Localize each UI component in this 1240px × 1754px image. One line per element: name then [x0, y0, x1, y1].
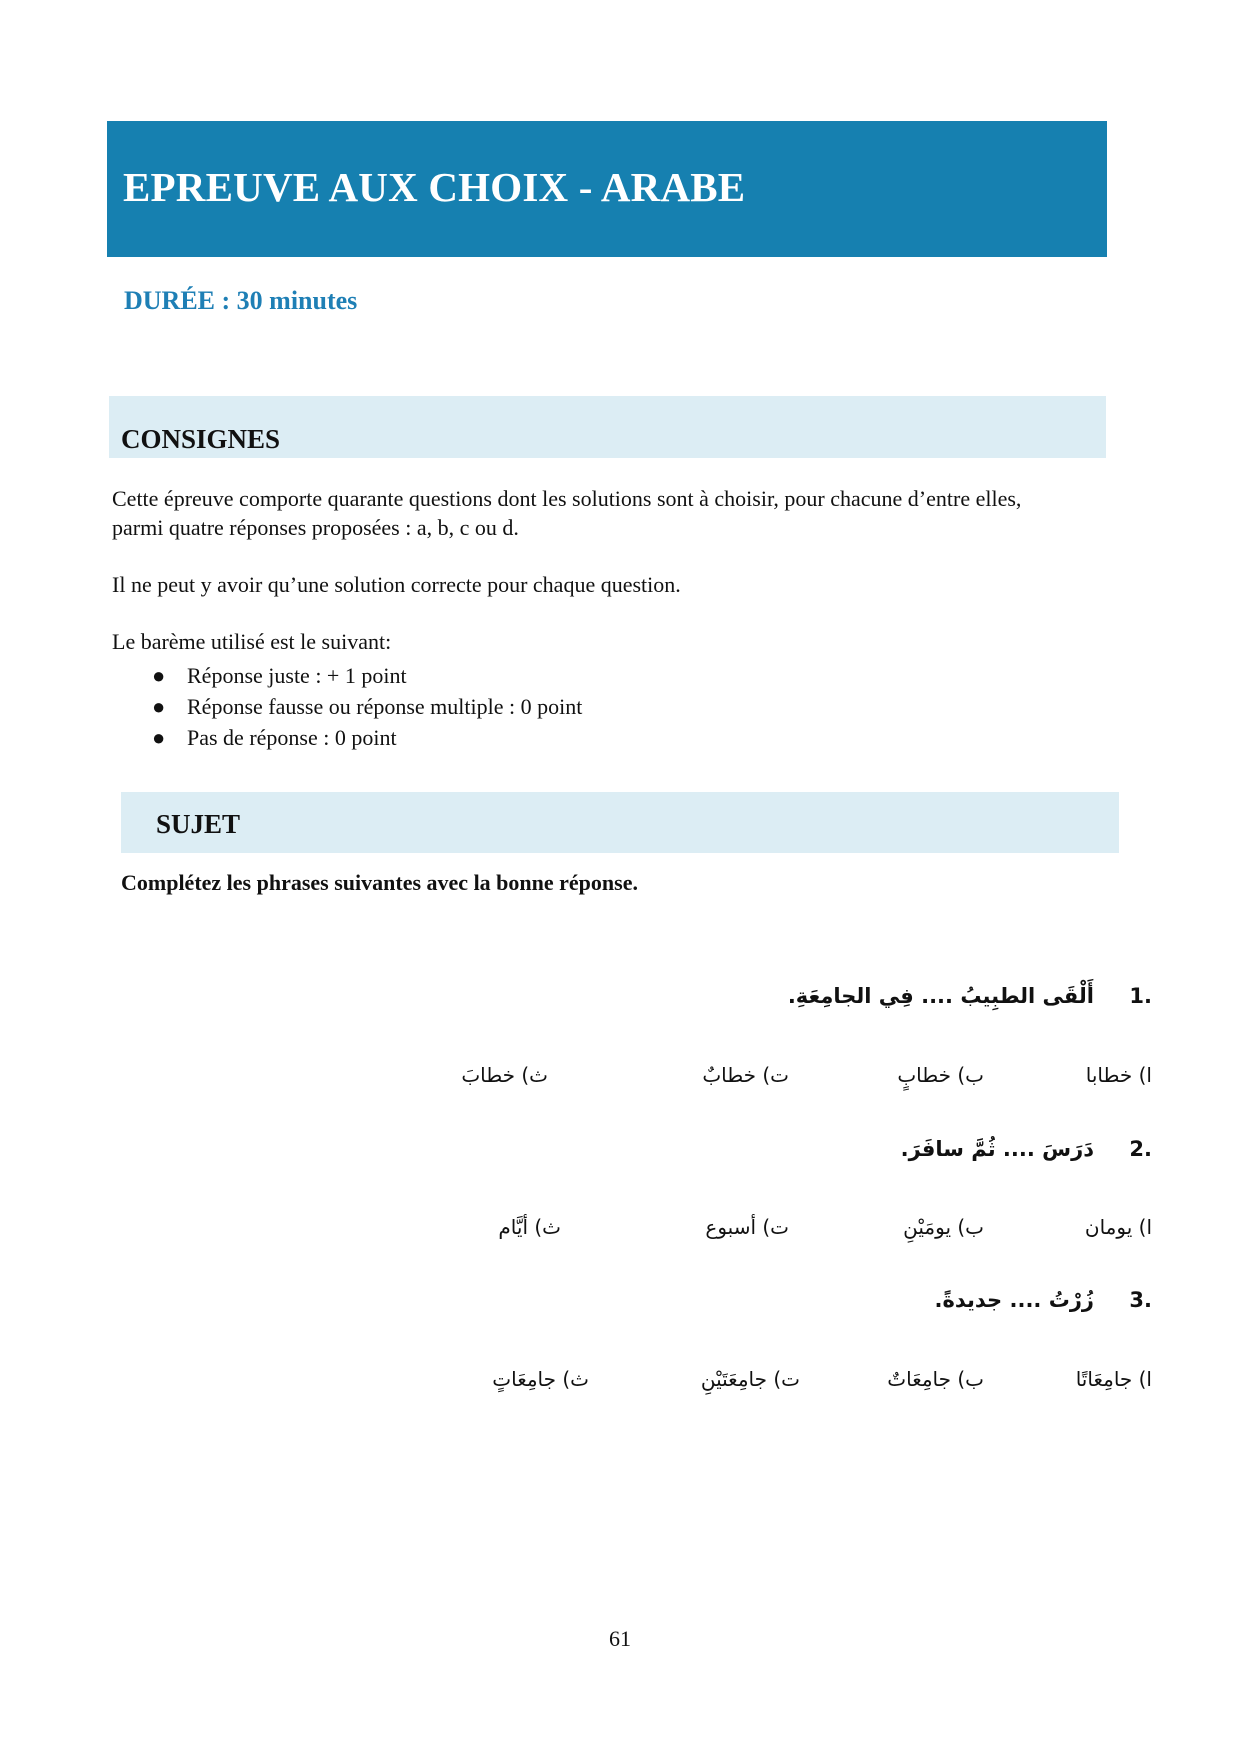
option-b[interactable]: ب) جامِعَاتٌ: [887, 1367, 984, 1391]
scoring-item-text: Pas de réponse : 0 point: [187, 725, 397, 750]
question-1: [788, 984, 1152, 1008]
list-item: [112, 722, 582, 753]
option-d[interactable]: ث) أيَّام: [498, 1215, 561, 1239]
list-item: [112, 660, 582, 691]
option-b[interactable]: ب) خطابٍ: [897, 1063, 984, 1087]
option-d[interactable]: ث) جامِعَاتٍ: [492, 1367, 589, 1391]
consignes-title: CONSIGNES: [121, 424, 281, 454]
consignes-paragraph-1-line-1: Cette épreuve comporte quarante questions dont les solutions sont à choisir, pour chacune d’entre elles,: [112, 486, 1022, 511]
instruction-text: Complétez les phrases suivantes avec la bonne réponse.: [121, 870, 638, 895]
consignes-paragraph-1: [112, 484, 1021, 542]
consignes-section-header: [109, 396, 1106, 458]
question-2: [901, 1137, 1152, 1161]
question-text: دَرَسَ .... ثُمَّ سافَرَ.: [900, 1137, 1094, 1161]
sujet-section-header: [121, 792, 1119, 853]
scoring-list: [112, 660, 582, 753]
consignes-paragraph-2: Il ne peut y avoir qu’une solution correcte pour chaque question.: [112, 572, 681, 597]
scoring-item-text: Réponse fausse ou réponse multiple : 0 point: [187, 694, 583, 719]
page-number: 61: [609, 1626, 631, 1651]
option-c[interactable]: ت) خطابٌ: [702, 1063, 789, 1087]
title-banner: [107, 121, 1107, 257]
consignes-paragraph-1-line-2: parmi quatre réponses proposées : a, b, c ou d.: [112, 515, 519, 540]
page-title: EPREUVE AUX CHOIX - ARABE: [123, 164, 746, 210]
list-item: [112, 691, 582, 722]
duration-label: DURÉE : 30 minutes: [124, 286, 358, 315]
question-text: أَلْقَى الطبِيبُ .... فِي الجامِعَةِ.: [787, 984, 1094, 1008]
option-a[interactable]: ا) خطابا: [1085, 1063, 1152, 1087]
question-3: [935, 1288, 1152, 1312]
scoring-item-text: Réponse juste : + 1 point: [187, 663, 407, 688]
bullet-icon: ●: [152, 663, 166, 688]
question-text: زُرْتُ .... جديدةً.: [934, 1288, 1094, 1312]
option-a[interactable]: ا) جامِعَاتًا: [1075, 1367, 1152, 1391]
option-c[interactable]: ت) جامِعَتَيْنِ: [700, 1367, 800, 1391]
bullet-icon: ●: [152, 725, 166, 750]
bullet-icon: ●: [152, 694, 166, 719]
option-b[interactable]: ب) يومَيْنِ: [903, 1215, 984, 1239]
question-number: 3.: [1129, 1288, 1152, 1312]
sujet-title: SUJET: [156, 809, 241, 839]
option-c[interactable]: ت) أسبوع: [705, 1215, 789, 1239]
question-number: 1.: [1129, 984, 1152, 1008]
option-a[interactable]: ا) يومان: [1084, 1215, 1152, 1239]
consignes-paragraph-3: Le barème utilisé est le suivant:: [112, 629, 392, 654]
option-d[interactable]: ث) خطابَ: [461, 1063, 548, 1087]
question-number: 2.: [1129, 1137, 1152, 1161]
